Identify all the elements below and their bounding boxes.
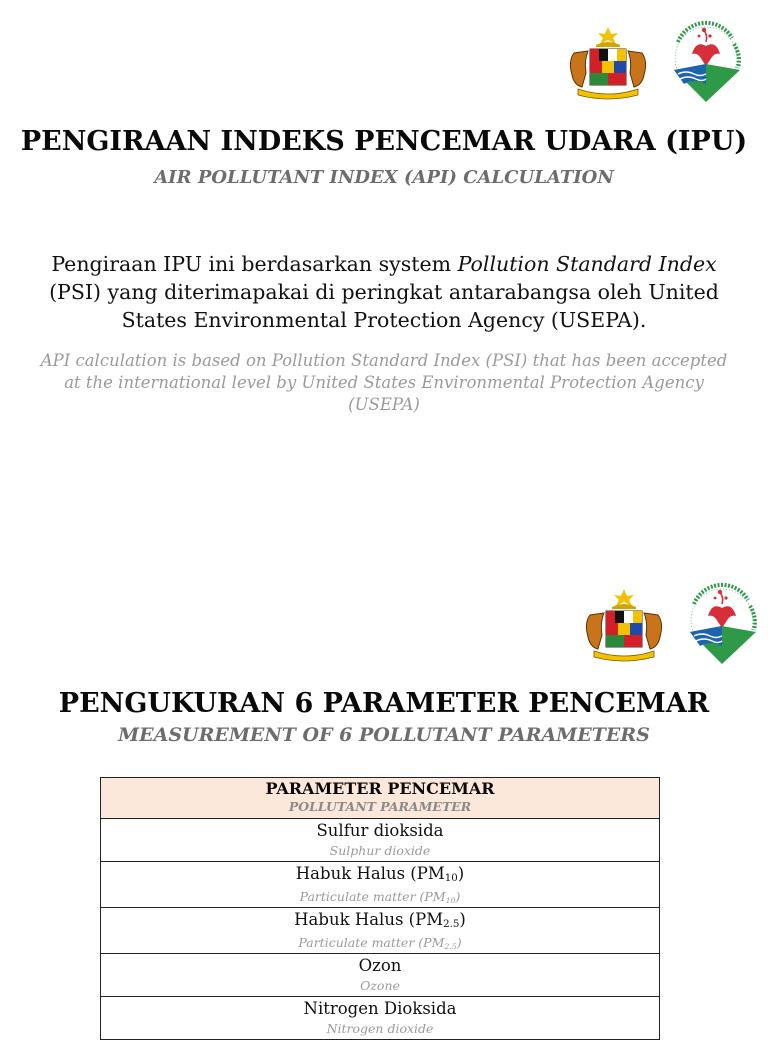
malaysia-coat-of-arms-icon xyxy=(564,25,652,101)
description-text: Pengiraan IPU ini berdasarkan system xyxy=(51,252,458,276)
description-malay xyxy=(30,250,738,334)
parameter-name-text: Habuk Halus (PM xyxy=(294,910,444,929)
table-header-cell xyxy=(101,778,660,819)
table-cell xyxy=(101,819,660,862)
parameter-subscript: 10 xyxy=(444,873,458,885)
page-subtitle: AIR POLLUTANT INDEX (API) CALCULATION xyxy=(154,167,614,188)
table-header-row xyxy=(101,778,660,819)
table-cell xyxy=(101,997,660,1040)
table-header-label: PARAMETER PENCEMAR xyxy=(265,779,495,798)
section-logos xyxy=(580,584,758,666)
parameter-name-end: ) xyxy=(457,864,465,883)
parameter-name: Ozon xyxy=(358,956,402,975)
parameter-subscript: 2.5 xyxy=(443,919,460,931)
parameter-name-en-text: Particulate matter (PM xyxy=(298,935,445,950)
table-row xyxy=(101,819,660,862)
table-header-label-en: POLLUTANT PARAMETER xyxy=(288,799,472,814)
section-title: PENGUKURAN 6 PARAMETER PENCEMAR xyxy=(58,688,710,719)
description-text-end: (PSI) yang diterimapakai di peringkat antarabangsa oleh United States Environmental Protection Agency (USEPA). xyxy=(49,280,719,332)
header-logos xyxy=(564,22,742,104)
parameter-name-en-text: Particulate matter (PM xyxy=(299,889,446,904)
parameter-en-subscript: 2.5 xyxy=(444,941,457,951)
section-subtitle: MEASUREMENT OF 6 POLLUTANT PARAMETERS xyxy=(118,724,650,746)
parameter-name-en: Sulphur dioxide xyxy=(329,843,431,858)
parameter-name-en-end: ) xyxy=(456,935,462,950)
parameter-name: Nitrogen Dioksida xyxy=(303,999,457,1018)
parameter-name-en: Ozone xyxy=(360,978,400,993)
parameter-name: Sulfur dioksida xyxy=(316,821,444,840)
pollutant-parameter-table xyxy=(100,777,660,1040)
parameter-name xyxy=(101,908,659,934)
parameter-name-en: Nitrogen dioxide xyxy=(326,1021,434,1036)
parameter-name-en-end: ) xyxy=(455,889,461,904)
jas-malaysia-logo-icon xyxy=(682,584,758,666)
table-row xyxy=(101,862,660,908)
description-italic-term: Pollution Standard Index xyxy=(457,252,717,276)
table-cell xyxy=(101,954,660,997)
parameter-name-end: ) xyxy=(459,910,466,929)
description-english: API calculation is based on Pollution Standard Index (PSI) that has been accepted at the international level by United States Environmental Protection Agency (USEPA) xyxy=(40,351,728,414)
parameter-en-subscript: 10 xyxy=(445,895,456,905)
table-row xyxy=(101,954,660,997)
parameter-name-en xyxy=(101,888,659,907)
jas-malaysia-logo-icon xyxy=(666,22,742,104)
parameter-name xyxy=(101,862,659,888)
page-title: PENGIRAAN INDEKS PENCEMAR UDARA (IPU) xyxy=(20,126,748,157)
parameter-name-en xyxy=(101,934,659,953)
table-row xyxy=(101,908,660,954)
table-row xyxy=(101,997,660,1040)
malaysia-coat-of-arms-icon xyxy=(580,587,668,663)
table-cell xyxy=(101,862,660,908)
table-cell xyxy=(101,908,660,954)
parameter-name-text: Habuk Halus (PM xyxy=(295,864,445,883)
